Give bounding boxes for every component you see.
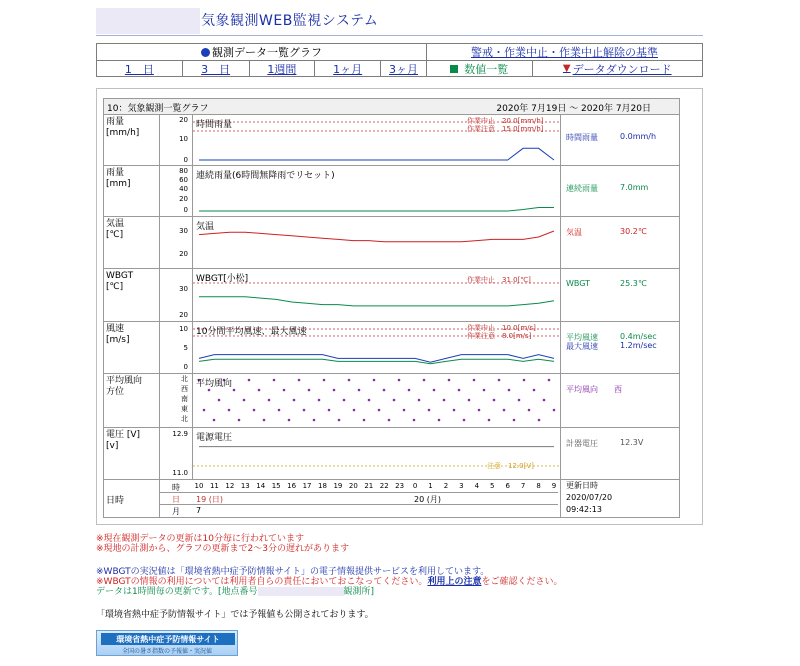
wind-max-readout: 最大風速 1.2m/sec	[566, 341, 657, 351]
wbgt-row	[104, 269, 679, 322]
wind-dir-point	[478, 409, 481, 412]
wind-dir-point	[403, 409, 406, 412]
hour-tick-label: 17	[302, 482, 312, 490]
graph-list-label: 観測データ一覧グラフ	[211, 46, 322, 59]
wind-dir-point	[288, 419, 291, 422]
graph-list-tab[interactable]	[97, 44, 427, 60]
wind-dir-point	[283, 389, 286, 392]
wind-dir-point	[463, 419, 466, 422]
wind-stop-label: 作業中止 10.0[m/s]	[467, 324, 536, 332]
chart-date-range: 2020年 7月19日 〜 2020年 7月20日	[496, 104, 651, 114]
cumrain-readout: 連続雨量 7.0mm	[566, 183, 649, 193]
row-divider	[560, 269, 561, 321]
row-divider	[560, 166, 561, 216]
dir-row	[104, 374, 679, 428]
chart-panel	[103, 98, 680, 518]
press-tick: 12.9	[172, 430, 188, 438]
wind-dir-point	[503, 409, 506, 412]
wbgt-plot-title: WBGT[小松]	[196, 274, 249, 284]
rain-plot-title: 時間雨量	[196, 120, 233, 130]
wind-dir-point	[408, 389, 411, 392]
note-line: 「環境省熱中症予防情報サイト」では予報値も公開されております。	[96, 610, 374, 620]
note-line: ※WBGTの実況値は「環境省熱中症予防情報サイト」の電子情報提供サービスを利用しています。	[96, 567, 490, 577]
wind-dir-point	[208, 389, 211, 392]
wind-dir-point	[333, 389, 336, 392]
temp-row-label: 気温 [℃]	[106, 219, 125, 240]
dir-tick: 北	[181, 415, 188, 423]
rain-readout: 時間雨量 0.0mm/h	[566, 132, 657, 142]
cumrain-tick: 0	[183, 206, 188, 214]
wind-dir-point	[343, 399, 346, 402]
rain-row-label: 雨量 [mm/h]	[106, 117, 140, 138]
wind-dir-point	[358, 389, 361, 392]
banner-title: 環境省熱中症予防情報サイト	[101, 633, 235, 645]
download-label: データダウンロード	[572, 62, 672, 76]
hour-tick-label: 14	[256, 482, 266, 490]
dir-plot-title: 平均風向	[196, 379, 233, 389]
wind-dir-point	[313, 419, 316, 422]
wind-dir-point	[468, 399, 471, 402]
dir-readout: 平均風向 西	[566, 385, 622, 394]
wbgt-row-label: WBGT [℃]	[106, 271, 134, 292]
update-label: 更新日時	[566, 481, 598, 490]
wind-dir-point	[318, 399, 321, 402]
wind-dir-point	[323, 379, 326, 382]
download-link[interactable]	[533, 61, 702, 76]
wind-dir-point	[233, 389, 236, 392]
numeric-list-link[interactable]	[427, 61, 533, 76]
temp-row	[104, 217, 679, 269]
temp-plot	[193, 217, 560, 269]
hour-tick-label: 20	[348, 482, 358, 490]
period-3month[interactable]: 3ヶ月	[381, 61, 427, 76]
wind-dir-point	[278, 409, 281, 412]
period-1week[interactable]: 1週間	[250, 61, 316, 76]
hour-tick-label: 6	[505, 482, 510, 490]
cumrain-tick: 40	[179, 185, 188, 193]
wind-dir-point	[338, 419, 341, 422]
wind-dir-point	[398, 379, 401, 382]
cumrain-row	[104, 166, 679, 217]
wind-avg-readout: 平均風速 0.4m/sec	[566, 332, 657, 342]
wind-dir-point	[413, 419, 416, 422]
wind-dir-point	[373, 379, 376, 382]
press-caution-label: 注意 12.0[V]	[487, 462, 534, 470]
wbgt-tick: 30	[179, 285, 188, 293]
row-divider	[560, 428, 561, 479]
axis-day-label: 日	[172, 495, 180, 504]
wind-dir-point	[243, 399, 246, 402]
wind-row-label: 風速 [m/s]	[106, 324, 130, 345]
rain-series-line	[199, 148, 554, 160]
wind-tick: 0	[183, 363, 188, 371]
cumrain-series-line	[199, 208, 554, 212]
hour-tick-label: 0	[412, 482, 418, 490]
row-divider	[159, 428, 160, 479]
row-divider	[560, 374, 561, 427]
usage-caution-link[interactable]: 利用上の注意	[427, 577, 482, 587]
wind-dir-point	[328, 409, 331, 412]
wind-dir-point	[258, 389, 261, 392]
cumrain-row-label: 雨量 [mm]	[106, 168, 131, 189]
criteria-link[interactable]: 警戒・作業中止・作業中止解除の基準	[470, 46, 658, 59]
hour-tick-label: 2	[443, 482, 449, 490]
wbgt-series-line	[199, 297, 554, 306]
wind-dir-point	[548, 379, 551, 382]
dir-tick: 南	[181, 395, 188, 403]
hour-tick-label: 12	[225, 482, 235, 490]
wind-dir-point	[428, 409, 431, 412]
dir-tick: 西	[181, 385, 188, 393]
temp-readout: 気温 30.2℃	[566, 227, 647, 237]
time-axis	[104, 480, 679, 518]
triangle-down-icon: ▼	[562, 63, 571, 74]
wind-dir-point	[293, 399, 296, 402]
wind-plot-title: 10分間平均風速、最大風速	[196, 327, 307, 337]
row-divider	[560, 217, 561, 268]
wind-dir-point	[263, 419, 266, 422]
note-line: ※現在観測データの更新は10分毎に行われています	[96, 534, 304, 544]
dir-plot	[193, 374, 560, 428]
rain-row	[104, 115, 679, 166]
wind-dir-point	[253, 409, 256, 412]
wind-dir-point	[508, 389, 511, 392]
wind-dir-point	[553, 409, 556, 412]
press-plot-title: 電源電圧	[196, 433, 233, 443]
wind-dir-point	[268, 399, 271, 402]
dir-row-label: 平均風向 方位	[106, 376, 143, 397]
hour-tick-label: 5	[490, 482, 495, 490]
wind-caution-label: 作業注意 8.0[m/s]	[467, 332, 532, 340]
wind-dir-point	[298, 379, 301, 382]
temp-tick: 30	[179, 227, 188, 235]
banner-subtitle: 全国の暑さ指数の予報値・実況値	[121, 648, 212, 655]
hour-tick-label: 16	[287, 482, 297, 490]
bullet-icon	[201, 48, 210, 57]
period-1day[interactable]: 1 日	[97, 61, 183, 76]
row-divider	[560, 115, 561, 165]
wind-dir-point	[448, 379, 451, 382]
row-divider	[159, 166, 160, 216]
hour-tick-label: 3	[459, 482, 464, 490]
cumrain-tick: 80	[179, 167, 188, 175]
wind-dir-point	[378, 409, 381, 412]
press-tick: 11.0	[172, 469, 188, 477]
rain-tick: 20	[179, 116, 188, 124]
axis-day1: 19 (日)	[196, 495, 223, 504]
heatstroke-site-banner[interactable]	[96, 630, 238, 656]
wind-dir-point	[518, 399, 521, 402]
rain-stop-label: 作業中止 20.0[mm/h]	[467, 117, 544, 125]
wbgt-stop-label: 作業中止 31.0[℃]	[467, 276, 531, 284]
temp-series-line	[199, 231, 554, 242]
cumrain-tick: 20	[179, 195, 188, 203]
row-divider	[560, 322, 561, 373]
axis-month-label: 月	[172, 507, 180, 516]
wind-dir-point	[203, 409, 206, 412]
dir-series-points	[198, 379, 556, 422]
wind-dir-point	[433, 389, 436, 392]
hour-tick-label: 19	[333, 482, 343, 490]
rain-tick: 0	[183, 156, 188, 164]
wind-dir-point	[363, 419, 366, 422]
wind-tick: 5	[183, 344, 188, 352]
temp-plot-title: 気温	[196, 222, 215, 232]
update-date: 2020/07/20	[566, 493, 613, 502]
wind-dir-point	[228, 409, 231, 412]
wbgt-readout: WBGT 25.3℃	[566, 279, 647, 288]
axis-hour-label: 時	[172, 483, 180, 492]
wind-dir-point	[423, 379, 426, 382]
wind-dir-point	[418, 399, 421, 402]
axis-day2: 20 (月)	[414, 495, 441, 504]
rain-caution-label: 作業注意 15.0[mm/h]	[467, 125, 544, 133]
hour-tick-label: 23	[395, 482, 405, 490]
axis-divider	[159, 492, 558, 493]
row-divider	[159, 269, 160, 321]
axis-month: 7	[196, 506, 202, 515]
wind-dir-point	[493, 399, 496, 402]
wind-dir-point	[533, 389, 536, 392]
wind-dir-point	[528, 409, 531, 412]
note-line: データは1時間毎の更新です。[地点番号 観測所]	[96, 587, 375, 597]
hour-tick-label: 18	[318, 482, 327, 490]
wind-dir-point	[443, 399, 446, 402]
wind-avg-series-line	[199, 359, 554, 364]
press-plot	[193, 428, 560, 480]
wind-dir-point	[238, 419, 241, 422]
hour-tick-label: 10	[194, 482, 204, 490]
page-title: 気象観測WEB監視システム	[201, 13, 379, 29]
press-readout: 計器電圧 12.3V	[566, 438, 644, 448]
title-divider	[96, 35, 703, 36]
hour-tick-label: 11	[209, 482, 219, 490]
wind-dir-point	[393, 399, 396, 402]
wind-dir-point	[513, 419, 516, 422]
row-divider	[159, 480, 160, 518]
axis-row-label: 日時	[106, 496, 125, 506]
wind-dir-point	[218, 399, 221, 402]
wind-dir-point	[213, 419, 216, 422]
chart-panel-title: 10：気象観測一覧グラフ	[107, 104, 209, 114]
hour-tick-label: 7	[520, 482, 526, 490]
cumrain-tick: 60	[179, 176, 188, 184]
wind-dir-point	[473, 379, 476, 382]
wind-row	[104, 322, 679, 374]
numeric-list-label: 数値一覧	[464, 62, 509, 76]
hour-tick-label: 9	[551, 482, 557, 490]
wind-dir-point	[543, 399, 546, 402]
notes	[96, 534, 562, 620]
wind-dir-point	[348, 379, 351, 382]
note-line: ※WBGTの情報の利用については利用者自らの責任においておこなってください。利用上の注意をご確認ください。	[96, 577, 563, 587]
wind-dir-point	[303, 409, 306, 412]
square-icon	[450, 65, 458, 73]
wind-dir-point	[498, 379, 501, 382]
wind-dir-point	[273, 379, 276, 382]
wind-dir-point	[458, 389, 461, 392]
wind-dir-point	[383, 389, 386, 392]
temp-tick: 20	[179, 250, 188, 258]
wind-dir-point	[388, 419, 391, 422]
wind-dir-point	[488, 419, 491, 422]
hour-tick-label: 15	[271, 482, 281, 490]
wind-dir-point	[453, 409, 456, 412]
nav-box	[96, 43, 703, 77]
update-time: 09:42:13	[566, 505, 602, 514]
wind-dir-point	[368, 399, 371, 402]
dir-tick: 東	[181, 405, 188, 413]
press-row	[104, 428, 679, 480]
wind-dir-point	[438, 419, 441, 422]
hour-tick-label: 21	[364, 482, 374, 490]
wind-dir-point	[308, 389, 311, 392]
period-1month[interactable]: 1ヶ月	[315, 61, 381, 76]
dir-tick: 北	[181, 375, 188, 383]
hour-tick-label: 1	[428, 482, 433, 490]
wind-dir-point	[483, 389, 486, 392]
hour-tick-label: 13	[240, 482, 250, 490]
wind-dir-point	[523, 379, 526, 382]
wind-tick: 10	[179, 325, 188, 333]
redacted-station	[258, 587, 344, 596]
row-divider	[159, 374, 160, 427]
wind-dir-point	[538, 419, 541, 422]
row-divider	[159, 115, 160, 165]
note-line: ※現地の計測から、グラフの更新まで2〜3分の遅れがあります	[96, 544, 349, 554]
nav-row-top	[97, 44, 702, 60]
rain-tick: 10	[179, 135, 188, 143]
hour-tick-label: 4	[474, 482, 480, 490]
chart-header	[104, 99, 679, 115]
cumrain-plot-title: 連続雨量(6時間無降雨でリセット)	[196, 171, 335, 181]
nav-row-bottom	[97, 60, 702, 76]
press-row-label: 電圧 [V] [v]	[106, 430, 141, 451]
row-divider	[159, 217, 160, 268]
hour-tick-label: 8	[536, 482, 541, 490]
hour-tick-label: 22	[379, 482, 389, 490]
wind-dir-point	[248, 379, 251, 382]
row-divider	[159, 322, 160, 373]
wind-dir-point	[353, 409, 356, 412]
wbgt-tick: 20	[179, 311, 188, 319]
period-3day[interactable]: 3 日	[183, 61, 250, 76]
redacted-logo-area	[96, 8, 200, 34]
